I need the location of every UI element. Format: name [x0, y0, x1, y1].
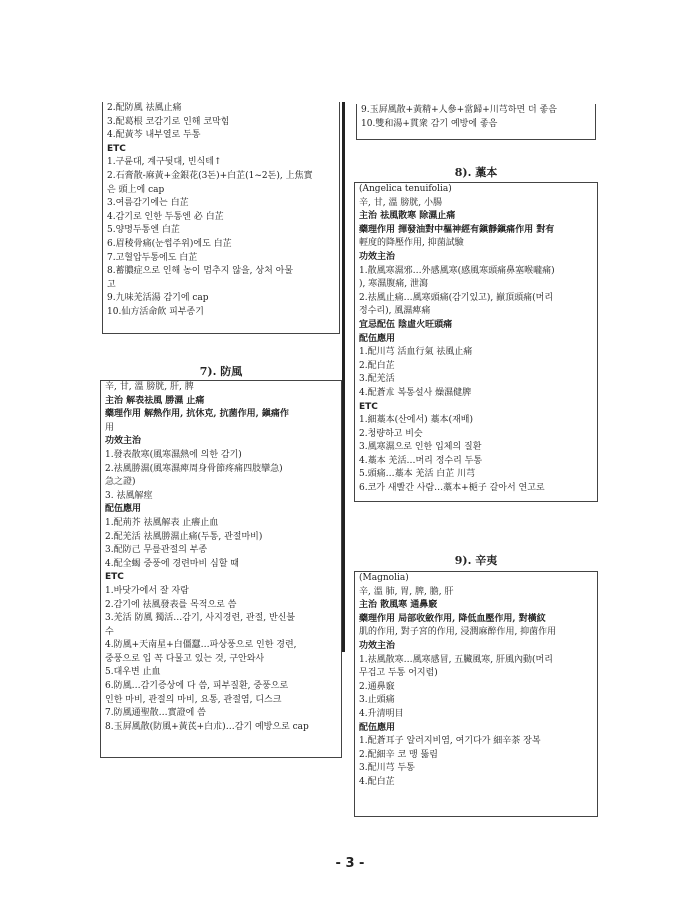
text-line: 2.청량하고 비슷 [359, 428, 423, 439]
text-line: 7.고혈압두통에도 白芷 [107, 252, 198, 263]
text-line: ETC [359, 401, 378, 412]
text-line: 9.玉屛風散+黃精+人參+當歸+川芎하면 더 좋음 [361, 105, 557, 115]
text-line: 藥理作用 揮發油對中樞神經有鎭靜鎭痛作用 對有 [359, 224, 555, 235]
section-9-title: 9). 辛夷 [454, 554, 498, 567]
text-line: 1.發表散寒(風寒濕熱에 의한 감기) [105, 449, 242, 460]
text-line: 1.散風寒濕邪…外感風寒(感風寒頭痛鼻塞喉嚨痛) [359, 265, 555, 276]
text-line: 主治 散風寒 通鼻竅 [359, 600, 438, 611]
text-line: 6.防風…감기증상에 다 씀, 피부질환, 중풍으로 [105, 681, 289, 692]
text-line: 3.여름감기에는 白芷 [107, 198, 189, 209]
text-line: 7.防風通聖散…實證에 씀 [105, 708, 206, 719]
text-line: 藥理作用 局部收斂作用, 降低血壓作用, 對橫紋 [359, 613, 546, 624]
text-line: 5.양명두통엔 白芷 [107, 225, 180, 236]
text-line: 辛, 甘, 溫 膀胱, 小腸 [359, 197, 443, 208]
text-line: 3.配葛根 코감기로 인해 코막힘 [107, 116, 230, 127]
text-line: 2.配羌活 祛風勝濕止痛(두통, 관절마비) [105, 531, 263, 542]
text-line: 3.止頭痛 [359, 695, 395, 706]
text-line: 2.通鼻竅 [359, 681, 395, 692]
section-8-title: 8). 藁本 [454, 166, 498, 179]
text-line: 功效主治 [359, 251, 396, 262]
text-line: 2.祛風勝濕(風寒濕痺周身骨節疼痛四肢攣急) [105, 463, 283, 474]
text-line: 功效主治 [105, 436, 142, 447]
text-line: 配伍應用 [359, 722, 396, 733]
section-9-box [354, 571, 598, 817]
text-line: 配伍應用 [359, 333, 396, 344]
text-line: 配伍應用 [105, 504, 142, 515]
text-line: 6.眉稜骨痛(눈썹주위)에도 白芷 [107, 238, 232, 249]
text-line: 4.防風+天南星+白僵蠶…파상풍으로 인한 경련, [105, 640, 297, 651]
text-line: 辛, 溫 肺, 胃, 脾, 膽, 肝 [359, 586, 454, 597]
text-line: 8.蓄膿症으로 인해 농이 멈추지 않을, 상처 아물 [107, 266, 294, 277]
text-line: 3.風寒濕으로 인한 입체의 질환 [359, 442, 482, 453]
text-line: ETC [107, 143, 126, 154]
text-line: 5.대우변 止血 [105, 667, 161, 678]
text-line: 3.配川芎 두통 [359, 763, 415, 774]
text-line: 急之證) [105, 477, 136, 488]
text-line: 1.配荊芥 祛風解表 止癢止血 [105, 517, 219, 528]
text-line: 用 [105, 422, 115, 433]
text-line: 藥理作用 解熱作用, 抗休克, 抗菌作用, 鎭痛作 [105, 409, 289, 420]
text-line: 무겁고 두통 어지럼) [359, 668, 438, 679]
text-line: 10.雙和湯+貫衆 감기 예방에 좋음 [361, 118, 498, 129]
text-line: 2.감기에 祛風發表를 목적으로 씀 [105, 599, 237, 610]
text-line: (Angelica tenuifolia) [359, 184, 452, 194]
text-line: 4.감기로 인한 두통엔 必 白芷 [107, 211, 224, 222]
text-line: 정수리), 風濕痺痛 [359, 306, 431, 317]
text-line: 중풍으로 입 꼭 다물고 있는 것, 구안와사 [105, 653, 265, 664]
text-line: 6.코가 새빨간 사람…藁本+梔子 갈아서 연고로 [359, 483, 545, 494]
section-6-continuation [102, 102, 340, 334]
text-line: 고 [107, 279, 116, 290]
text-line: 4.配黃芩 내부열로 두통 [107, 130, 201, 141]
text-line: 2.配白芷 [359, 360, 395, 371]
text-line: 1.細藁本(산에서) 藁本(재배) [359, 415, 473, 426]
text-line: 3. 祛風解痙 [105, 490, 153, 501]
text-line: 4.配蒼朮 복통설사 燥濕健脾 [359, 387, 472, 398]
section-8-box [354, 182, 598, 502]
text-line: 1.바닷가에서 잘 자람 [105, 585, 189, 596]
text-line: 功效主治 [359, 640, 396, 651]
text-line: 2.配細辛 코 맹 뚫림 [359, 749, 438, 760]
text-line: 8.玉屛風散(防風+黃芪+白朮)…감기 예방으로 cap [105, 721, 309, 732]
text-line: 辛, 甘, 溫 膀胱, 肝, 脾 [105, 382, 194, 392]
column-rule [342, 102, 345, 652]
text-line: 肌的作用, 對子宮的作用, 浸潤麻醉作用, 抑菌作用 [359, 627, 557, 638]
text-line: 3.配羌活 [359, 374, 395, 385]
text-line: 輕度的降壓作用, 抑菌試驗 [359, 238, 464, 249]
section-7-title: 7). 防風 [199, 365, 243, 378]
text-line: 1.配川芎 活血行氣 祛風止痛 [359, 347, 473, 358]
text-line: 宜忌配伍 陰虛火旺頭痛 [359, 319, 453, 330]
text-line: 2.祛風止痛…風寒頭痛(감기있고), 巓頂頭痛(머리 [359, 292, 554, 303]
text-line: 4.藁本 羌活…머리 정수리 두통 [359, 455, 483, 466]
section-7-continuation-right [356, 104, 596, 140]
text-line: 4.配白芷 [359, 776, 395, 787]
text-line: 은 頭上에 cap [107, 184, 165, 195]
text-line: 3.配防己 무릎관절의 부종 [105, 545, 208, 556]
page-number: - 3 - [335, 856, 365, 871]
text-line: (Magnolia) [359, 573, 409, 583]
text-line: 主治 解表祛風 勝濕 止痛 [105, 395, 205, 406]
text-line: 2.石膏散-麻黃+金銀花(3돈)+白芷(1~2돈), 上焦實 [107, 170, 313, 181]
text-line: 수 [105, 626, 114, 637]
text-line: ), 寒濕腹痛, 泄瀉 [359, 279, 428, 290]
text-line: 인한 마비, 관절의 마비, 요통, 관절염, 디스크 [105, 694, 282, 705]
text-line: 4.配全蝎 중풍에 경련마비 심할 때 [105, 558, 239, 569]
text-line: 4.升清明目 [359, 708, 404, 719]
text-line: 9.九味羌活湯 감기에 cap [107, 293, 209, 304]
text-line: 10.仙方活命飮 피부종기 [107, 306, 204, 317]
text-line: 主治 祛風散寒 除濕止痛 [359, 211, 456, 222]
text-line: 1.祛風散寒…風寒感冒, 五臟風寒, 肝風內動(머리 [359, 654, 553, 665]
text-line: 1.配蒼耳子 알러지비염, 여기다가 細辛茶 장복 [359, 736, 541, 747]
text-line: ETC [105, 572, 124, 583]
text-line: 5.頭痛…藁本 羌活 白芷 川芎 [359, 469, 476, 480]
section-7-box [100, 380, 342, 758]
text-line: 2.配防風 祛風止痛 [107, 103, 182, 113]
text-line: 3.羌活 防風 獨活…감기, 사지경련, 관절, 반신불 [105, 613, 296, 624]
text-line: 1.구륜대, 계구뒷대, 빈식테↑ [107, 157, 222, 168]
